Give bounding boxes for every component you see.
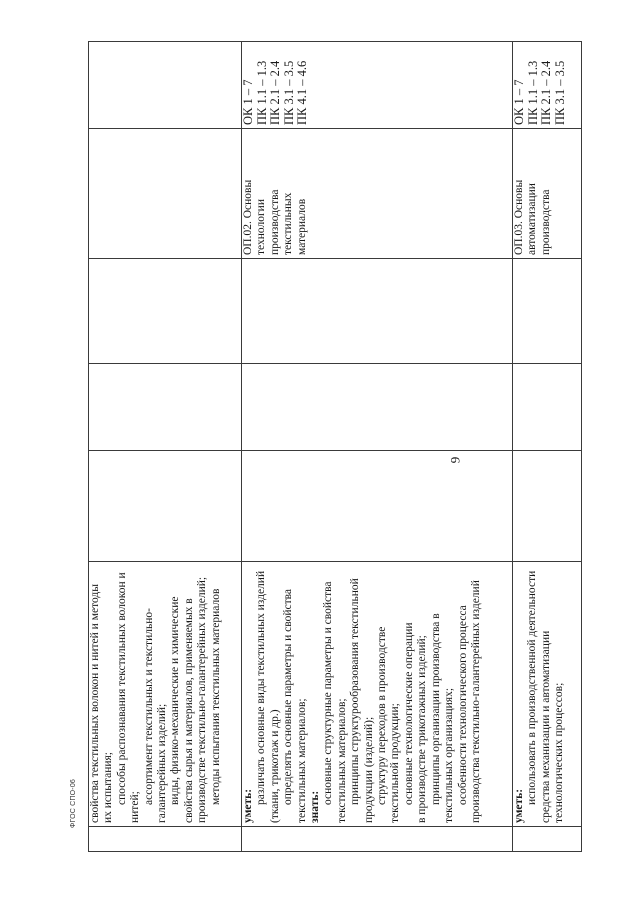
- footer-code: ФГОС СПО-06: [70, 778, 77, 828]
- discipline-cell: [89, 129, 242, 259]
- hours-max-cell: [242, 451, 513, 562]
- hours-max-cell: [89, 451, 242, 562]
- empty-cell: [89, 259, 242, 364]
- index-cell: [89, 827, 242, 852]
- hours-class-cell: [242, 364, 513, 451]
- table-row: [513, 42, 582, 852]
- standards-table: [88, 41, 582, 852]
- hours-class-cell: [513, 364, 582, 451]
- rotated-table-container: [88, 42, 580, 852]
- discipline-name: ОП.03. Основы автоматизации производства: [513, 179, 552, 255]
- competency-cell: свойства текстильных волокон и нитей и методы их испытания; способы распознавания текстильных волокон и нитей; ассортимент текстильных и текстильно- галантерейных изделий; виды, физико-механические и химические свойства сырья и материалов, применяемых в производстве текстильно-галантерейных изделий; методы испытания текстильных материалов: [89, 562, 242, 827]
- codes-cell: [89, 42, 242, 129]
- discipline-name: ОП.02. Основы технологии производства текстильных материалов: [242, 179, 308, 255]
- empty-cell: [513, 259, 582, 364]
- empty-cell: [242, 259, 513, 364]
- discipline-cell: [242, 129, 513, 259]
- table-row: [242, 42, 513, 852]
- competency-cell: уметь: различать основные виды текстильных изделий (ткани, трикотаж и др.) определять основные параметры и свойства текстильных материалов; знать: основные структурные параметры и свойства текстильных материалов; принципы структурообразования текстильной продукции (изделий); структуру переходов в производстве текстильной продукции; основные технологические операции в производстве трикотажных изделий; принципы организации производства в текстильных организациях; особенности технологического процесса производства текстильно-галантерейных изделий: [242, 562, 513, 827]
- hours-class-cell: [89, 364, 242, 451]
- competency-cell: уметь: использовать в производственной деятельности средства механизации и автоматизации технологических процессов;: [513, 562, 582, 827]
- index-cell: [242, 827, 513, 852]
- codes-cell: ОК 1 – 7 ПК 1.1 – 1.3 ПК 2.1 – 2.4 ПК 3.1 – 3.5: [513, 42, 582, 129]
- codes-cell: ОК 1 – 7 ПК 1.1 – 1.3 ПК 2.1 – 2.4 ПК 3.1 – 3.5 ПК 4.1 – 4.6: [242, 42, 513, 129]
- page-number: 9: [447, 456, 463, 464]
- hours-max-cell: [513, 451, 582, 562]
- index-cell: [513, 827, 582, 852]
- table-row: [89, 42, 242, 852]
- discipline-cell: [513, 129, 582, 259]
